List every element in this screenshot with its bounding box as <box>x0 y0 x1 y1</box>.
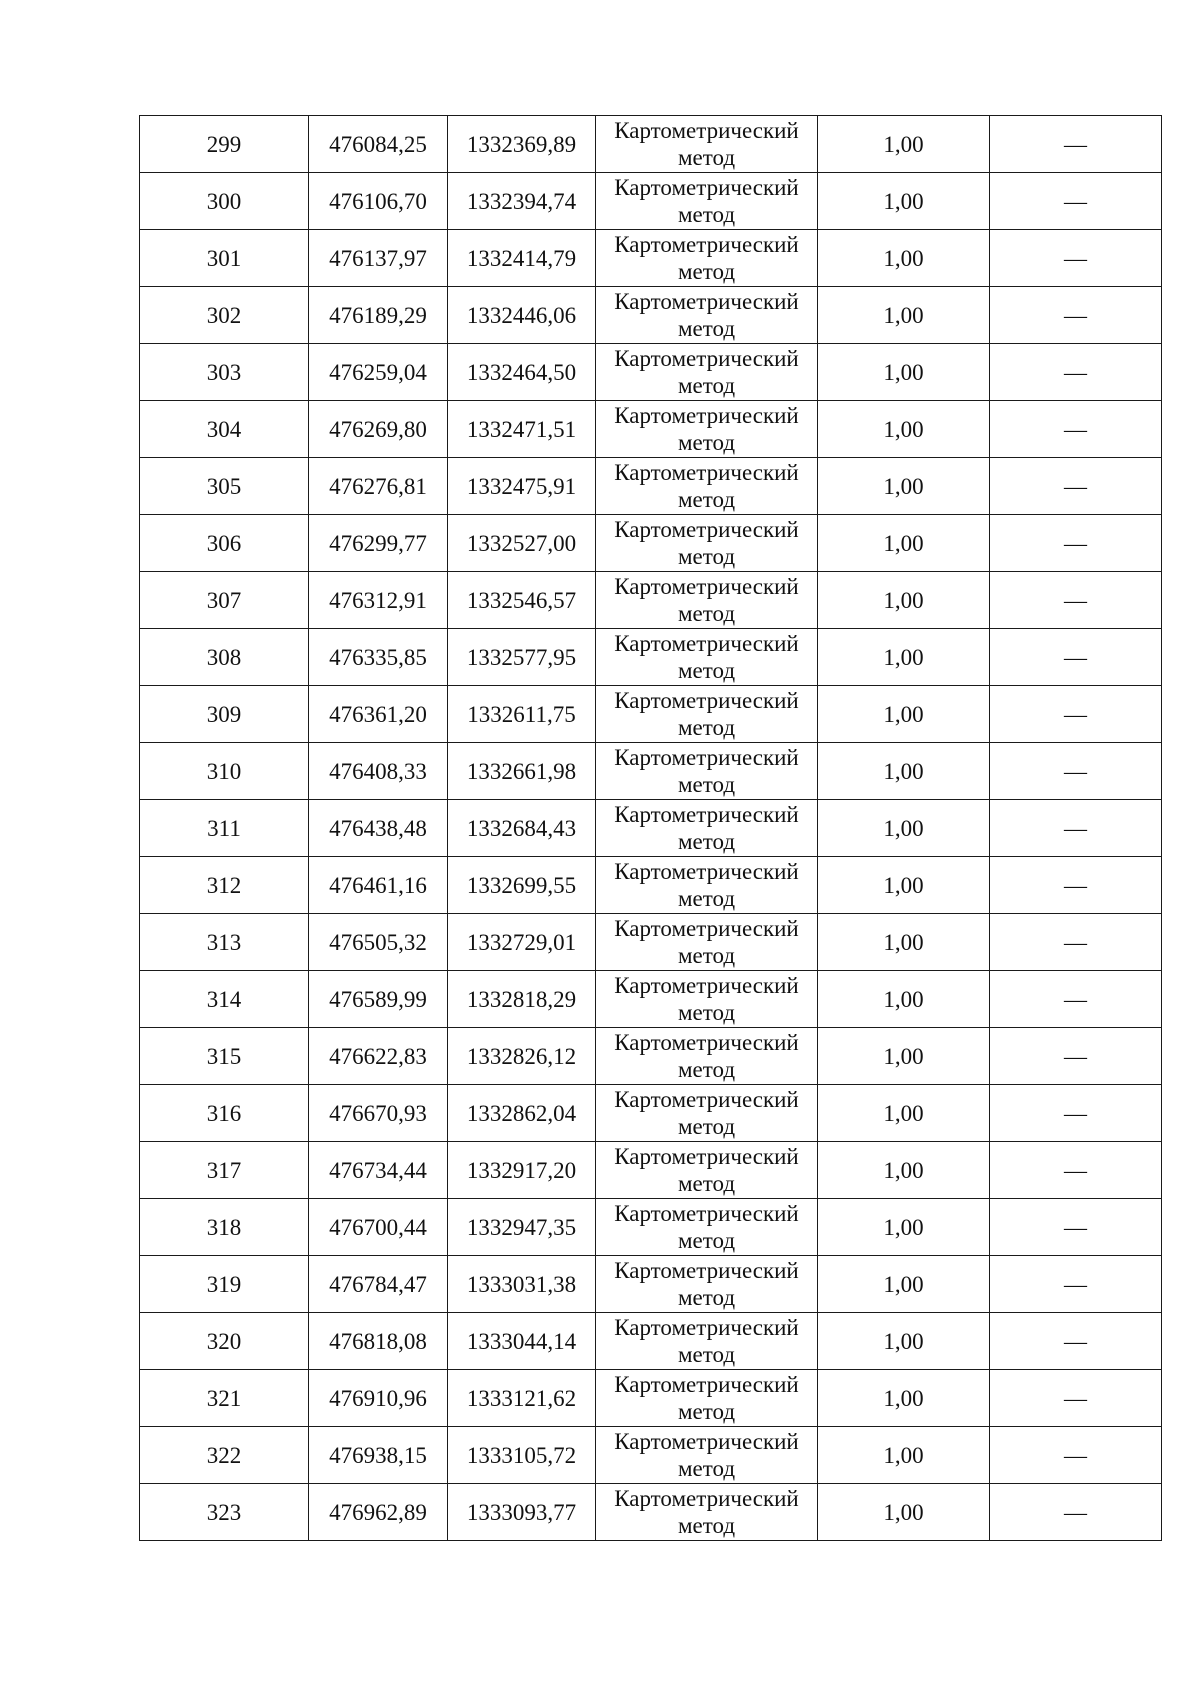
dash-mark: — <box>1064 1328 1087 1354</box>
dash-mark: — <box>1064 245 1087 271</box>
method-cell <box>596 1427 818 1484</box>
method-line-1: Картометрический <box>614 517 799 542</box>
method-cell <box>596 914 818 971</box>
dash-mark: — <box>1064 530 1087 556</box>
method-line-1: Картометрический <box>614 802 799 827</box>
x-coordinate-cell: 476734,44 <box>309 1142 448 1199</box>
method-line-2: метод <box>677 373 736 398</box>
point-number-cell: 315 <box>140 1028 309 1085</box>
note-cell <box>990 1484 1162 1541</box>
table-row <box>140 1484 1162 1541</box>
error-value-cell: 1,00 <box>818 287 990 344</box>
table-row <box>140 1199 1162 1256</box>
method-line-2: метод <box>677 1342 736 1367</box>
x-coordinate-cell: 476784,47 <box>309 1256 448 1313</box>
method-line-1: Картометрический <box>614 403 799 428</box>
point-number-cell: 309 <box>140 686 309 743</box>
dash-mark: — <box>1064 815 1087 841</box>
note-cell <box>990 515 1162 572</box>
x-coordinate-cell: 476910,96 <box>309 1370 448 1427</box>
x-coordinate-cell: 476461,16 <box>309 857 448 914</box>
note-cell <box>990 1313 1162 1370</box>
table-row <box>140 743 1162 800</box>
error-value-cell: 1,00 <box>818 344 990 401</box>
error-value-cell: 1,00 <box>818 1142 990 1199</box>
y-coordinate-cell: 1332527,00 <box>448 515 596 572</box>
method-cell <box>596 230 818 287</box>
note-cell <box>990 800 1162 857</box>
method-cell <box>596 1142 818 1199</box>
error-value-cell: 1,00 <box>818 173 990 230</box>
table-row <box>140 629 1162 686</box>
method-line-1: Картометрический <box>614 1372 799 1397</box>
method-line-1: Картометрический <box>614 859 799 884</box>
method-cell <box>596 401 818 458</box>
y-coordinate-cell: 1332729,01 <box>448 914 596 971</box>
method-line-2: метод <box>677 829 736 854</box>
method-line-2: метод <box>677 1228 736 1253</box>
error-value-cell: 1,00 <box>818 686 990 743</box>
dash-mark: — <box>1064 1499 1087 1525</box>
point-number-cell: 302 <box>140 287 309 344</box>
point-number-cell: 305 <box>140 458 309 515</box>
error-value-cell: 1,00 <box>818 401 990 458</box>
dash-mark: — <box>1064 1043 1087 1069</box>
y-coordinate-cell: 1332446,06 <box>448 287 596 344</box>
point-number-cell: 321 <box>140 1370 309 1427</box>
x-coordinate-cell: 476818,08 <box>309 1313 448 1370</box>
method-line-1: Картометрический <box>614 1429 799 1454</box>
method-line-2: метод <box>677 487 736 512</box>
dash-mark: — <box>1064 1385 1087 1411</box>
method-line-2: метод <box>677 715 736 740</box>
method-line-1: Картометрический <box>614 118 799 143</box>
point-number-cell: 301 <box>140 230 309 287</box>
error-value-cell: 1,00 <box>818 1256 990 1313</box>
note-cell <box>990 116 1162 173</box>
method-line-2: метод <box>677 316 736 341</box>
dash-mark: — <box>1064 131 1087 157</box>
point-number-cell: 320 <box>140 1313 309 1370</box>
error-value-cell: 1,00 <box>818 1313 990 1370</box>
table-row <box>140 914 1162 971</box>
x-coordinate-cell: 476589,99 <box>309 971 448 1028</box>
table-row <box>140 116 1162 173</box>
x-coordinate-cell: 476505,32 <box>309 914 448 971</box>
table-row <box>140 1370 1162 1427</box>
note-cell <box>990 971 1162 1028</box>
dash-mark: — <box>1064 929 1087 955</box>
method-line-2: метод <box>677 1171 736 1196</box>
x-coordinate-cell: 476438,48 <box>309 800 448 857</box>
note-cell <box>990 287 1162 344</box>
dash-mark: — <box>1064 587 1087 613</box>
method-line-2: метод <box>677 1000 736 1025</box>
y-coordinate-cell: 1332611,75 <box>448 686 596 743</box>
x-coordinate-cell: 476259,04 <box>309 344 448 401</box>
note-cell <box>990 1142 1162 1199</box>
point-number-cell: 304 <box>140 401 309 458</box>
x-coordinate-cell: 476361,20 <box>309 686 448 743</box>
y-coordinate-cell: 1333105,72 <box>448 1427 596 1484</box>
y-coordinate-cell: 1332826,12 <box>448 1028 596 1085</box>
table-row <box>140 572 1162 629</box>
dash-mark: — <box>1064 188 1087 214</box>
method-line-1: Картометрический <box>614 175 799 200</box>
table-row <box>140 344 1162 401</box>
method-cell <box>596 1484 818 1541</box>
error-value-cell: 1,00 <box>818 1484 990 1541</box>
note-cell <box>990 572 1162 629</box>
dash-mark: — <box>1064 1442 1087 1468</box>
note-cell <box>990 1199 1162 1256</box>
method-line-1: Картометрический <box>614 688 799 713</box>
method-line-2: метод <box>677 1456 736 1481</box>
y-coordinate-cell: 1333031,38 <box>448 1256 596 1313</box>
note-cell <box>990 1256 1162 1313</box>
method-line-2: метод <box>677 202 736 227</box>
error-value-cell: 1,00 <box>818 971 990 1028</box>
method-cell <box>596 629 818 686</box>
point-number-cell: 322 <box>140 1427 309 1484</box>
error-value-cell: 1,00 <box>818 743 990 800</box>
point-number-cell: 313 <box>140 914 309 971</box>
y-coordinate-cell: 1332394,74 <box>448 173 596 230</box>
point-number-cell: 311 <box>140 800 309 857</box>
method-line-2: метод <box>677 1057 736 1082</box>
y-coordinate-cell: 1332369,89 <box>448 116 596 173</box>
method-cell <box>596 116 818 173</box>
x-coordinate-cell: 476335,85 <box>309 629 448 686</box>
note-cell <box>990 686 1162 743</box>
y-coordinate-cell: 1332684,43 <box>448 800 596 857</box>
point-number-cell: 318 <box>140 1199 309 1256</box>
error-value-cell: 1,00 <box>818 800 990 857</box>
note-cell <box>990 1028 1162 1085</box>
method-cell <box>596 1028 818 1085</box>
point-number-cell: 303 <box>140 344 309 401</box>
point-number-cell: 323 <box>140 1484 309 1541</box>
method-cell <box>596 1256 818 1313</box>
method-line-1: Картометрический <box>614 232 799 257</box>
table-row <box>140 515 1162 572</box>
y-coordinate-cell: 1332471,51 <box>448 401 596 458</box>
method-line-1: Картометрический <box>614 1315 799 1340</box>
dash-mark: — <box>1064 644 1087 670</box>
method-cell <box>596 800 818 857</box>
x-coordinate-cell: 476938,15 <box>309 1427 448 1484</box>
method-line-1: Картометрический <box>614 1030 799 1055</box>
method-line-1: Картометрический <box>614 631 799 656</box>
point-number-cell: 319 <box>140 1256 309 1313</box>
table-row <box>140 287 1162 344</box>
y-coordinate-cell: 1333093,77 <box>448 1484 596 1541</box>
method-cell <box>596 743 818 800</box>
note-cell <box>990 629 1162 686</box>
y-coordinate-cell: 1332947,35 <box>448 1199 596 1256</box>
y-coordinate-cell: 1332577,95 <box>448 629 596 686</box>
method-line-2: метод <box>677 1114 736 1139</box>
error-value-cell: 1,00 <box>818 1028 990 1085</box>
method-cell <box>596 1085 818 1142</box>
x-coordinate-cell: 476299,77 <box>309 515 448 572</box>
dash-mark: — <box>1064 1214 1087 1240</box>
note-cell <box>990 914 1162 971</box>
note-cell <box>990 743 1162 800</box>
y-coordinate-cell: 1333044,14 <box>448 1313 596 1370</box>
dash-mark: — <box>1064 1157 1087 1183</box>
error-value-cell: 1,00 <box>818 1085 990 1142</box>
error-value-cell: 1,00 <box>818 116 990 173</box>
dash-mark: — <box>1064 416 1087 442</box>
method-line-1: Картометрический <box>614 916 799 941</box>
point-number-cell: 300 <box>140 173 309 230</box>
method-line-2: метод <box>677 1285 736 1310</box>
table-row <box>140 173 1162 230</box>
dash-mark: — <box>1064 473 1087 499</box>
table-row <box>140 1427 1162 1484</box>
method-line-1: Картометрический <box>614 1087 799 1112</box>
error-value-cell: 1,00 <box>818 857 990 914</box>
table-row <box>140 971 1162 1028</box>
method-line-1: Картометрический <box>614 1144 799 1169</box>
table-row <box>140 458 1162 515</box>
x-coordinate-cell: 476622,83 <box>309 1028 448 1085</box>
method-line-1: Картометрический <box>614 1201 799 1226</box>
point-number-cell: 308 <box>140 629 309 686</box>
method-line-2: метод <box>677 1399 736 1424</box>
note-cell <box>990 401 1162 458</box>
method-cell <box>596 1313 818 1370</box>
error-value-cell: 1,00 <box>818 458 990 515</box>
x-coordinate-cell: 476189,29 <box>309 287 448 344</box>
x-coordinate-cell: 476269,80 <box>309 401 448 458</box>
table-row <box>140 857 1162 914</box>
method-line-1: Картометрический <box>614 745 799 770</box>
method-cell <box>596 686 818 743</box>
x-coordinate-cell: 476276,81 <box>309 458 448 515</box>
method-line-1: Картометрический <box>614 1258 799 1283</box>
note-cell <box>990 230 1162 287</box>
method-cell <box>596 572 818 629</box>
method-cell <box>596 173 818 230</box>
method-cell <box>596 515 818 572</box>
error-value-cell: 1,00 <box>818 515 990 572</box>
dash-mark: — <box>1064 359 1087 385</box>
method-line-2: метод <box>677 430 736 455</box>
x-coordinate-cell: 476670,93 <box>309 1085 448 1142</box>
y-coordinate-cell: 1332546,57 <box>448 572 596 629</box>
dash-mark: — <box>1064 1100 1087 1126</box>
dash-mark: — <box>1064 302 1087 328</box>
table-row <box>140 401 1162 458</box>
y-coordinate-cell: 1332917,20 <box>448 1142 596 1199</box>
coordinates-table <box>139 115 1162 1541</box>
table-row <box>140 1085 1162 1142</box>
y-coordinate-cell: 1332862,04 <box>448 1085 596 1142</box>
error-value-cell: 1,00 <box>818 1199 990 1256</box>
method-cell <box>596 1370 818 1427</box>
method-line-1: Картометрический <box>614 346 799 371</box>
method-cell <box>596 458 818 515</box>
method-line-2: метод <box>677 145 736 170</box>
method-line-2: метод <box>677 772 736 797</box>
x-coordinate-cell: 476700,44 <box>309 1199 448 1256</box>
method-cell <box>596 1199 818 1256</box>
table-row <box>140 686 1162 743</box>
y-coordinate-cell: 1332661,98 <box>448 743 596 800</box>
y-coordinate-cell: 1332818,29 <box>448 971 596 1028</box>
dash-mark: — <box>1064 872 1087 898</box>
x-coordinate-cell: 476137,97 <box>309 230 448 287</box>
y-coordinate-cell: 1332414,79 <box>448 230 596 287</box>
coordinates-table-body <box>140 116 1162 1541</box>
table-row <box>140 1142 1162 1199</box>
method-line-2: метод <box>677 601 736 626</box>
method-cell <box>596 971 818 1028</box>
note-cell <box>990 173 1162 230</box>
note-cell <box>990 1427 1162 1484</box>
note-cell <box>990 458 1162 515</box>
method-line-1: Картометрический <box>614 1486 799 1511</box>
dash-mark: — <box>1064 986 1087 1012</box>
point-number-cell: 316 <box>140 1085 309 1142</box>
x-coordinate-cell: 476084,25 <box>309 116 448 173</box>
method-line-2: метод <box>677 886 736 911</box>
table-row <box>140 1313 1162 1370</box>
y-coordinate-cell: 1333121,62 <box>448 1370 596 1427</box>
error-value-cell: 1,00 <box>818 1370 990 1427</box>
x-coordinate-cell: 476312,91 <box>309 572 448 629</box>
x-coordinate-cell: 476408,33 <box>309 743 448 800</box>
point-number-cell: 314 <box>140 971 309 1028</box>
note-cell <box>990 1370 1162 1427</box>
dash-mark: — <box>1064 1271 1087 1297</box>
error-value-cell: 1,00 <box>818 230 990 287</box>
method-line-1: Картометрический <box>614 574 799 599</box>
method-line-1: Картометрический <box>614 460 799 485</box>
dash-mark: — <box>1064 758 1087 784</box>
point-number-cell: 312 <box>140 857 309 914</box>
method-line-1: Картометрический <box>614 973 799 998</box>
point-number-cell: 306 <box>140 515 309 572</box>
note-cell <box>990 1085 1162 1142</box>
note-cell <box>990 344 1162 401</box>
point-number-cell: 310 <box>140 743 309 800</box>
error-value-cell: 1,00 <box>818 914 990 971</box>
method-cell <box>596 287 818 344</box>
table-row <box>140 1256 1162 1313</box>
error-value-cell: 1,00 <box>818 1427 990 1484</box>
note-cell <box>990 857 1162 914</box>
method-line-2: метод <box>677 1513 736 1538</box>
error-value-cell: 1,00 <box>818 629 990 686</box>
method-line-2: метод <box>677 943 736 968</box>
y-coordinate-cell: 1332699,55 <box>448 857 596 914</box>
point-number-cell: 299 <box>140 116 309 173</box>
table-row <box>140 800 1162 857</box>
method-line-2: метод <box>677 259 736 284</box>
x-coordinate-cell: 476962,89 <box>309 1484 448 1541</box>
x-coordinate-cell: 476106,70 <box>309 173 448 230</box>
method-cell <box>596 344 818 401</box>
method-cell <box>596 857 818 914</box>
method-line-2: метод <box>677 544 736 569</box>
point-number-cell: 317 <box>140 1142 309 1199</box>
method-line-1: Картометрический <box>614 289 799 314</box>
y-coordinate-cell: 1332475,91 <box>448 458 596 515</box>
point-number-cell: 307 <box>140 572 309 629</box>
method-line-2: метод <box>677 658 736 683</box>
y-coordinate-cell: 1332464,50 <box>448 344 596 401</box>
table-row <box>140 230 1162 287</box>
table-row <box>140 1028 1162 1085</box>
error-value-cell: 1,00 <box>818 572 990 629</box>
dash-mark: — <box>1064 701 1087 727</box>
